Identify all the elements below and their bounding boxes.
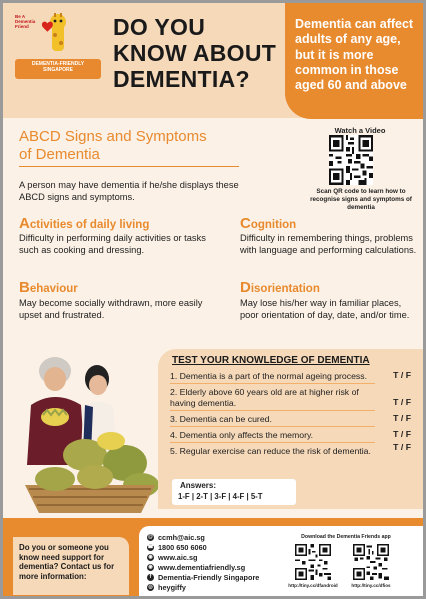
email-icon: @ (148, 533, 153, 540)
age-callout (285, 3, 423, 119)
qr-code-icon (353, 544, 389, 580)
contact-website-df[interactable] (147, 562, 259, 572)
quiz-item (170, 442, 415, 457)
contact-website-aic-text: www.aic.sg (158, 552, 198, 562)
ios-app-link[interactable]: http://tiny.cc/dfios (351, 583, 391, 588)
quiz-panel (158, 349, 423, 509)
qr-code-icon (329, 135, 373, 185)
android-app-link[interactable]: http://tiny.cc/dfandroid (288, 583, 338, 588)
symptom-d-body: May lose his/her way in familiar places, poor orientation of day, date, and/or time. (240, 298, 410, 321)
giraffe-mascot-icon (37, 13, 79, 59)
quiz-item (170, 414, 415, 427)
poster (3, 3, 423, 596)
quiz-true-false: T / F (393, 442, 411, 453)
symptom-b-rest: ehaviour (29, 283, 78, 295)
symptom-a-title (19, 215, 149, 232)
logo-ribbon-text: DEMENTIA-FRIENDLY SINGAPORE (31, 61, 85, 73)
page-title: DO YOU KNOW ABOUT DEMENTIA? (113, 14, 277, 92)
contact-facebook[interactable] (147, 572, 259, 582)
qr-code-icon (295, 544, 331, 580)
web-icon: ◉ (148, 553, 153, 560)
quiz-question: 1. Dementia is a part of the normal ageing process. (170, 371, 368, 381)
contact-instagram-text: heygiffy (158, 582, 186, 592)
video-caption: Scan QR code to learn how to recognise signs and symptoms of dementia (310, 188, 412, 211)
contact-facebook-text: Dementia-Friendly Singapore (158, 572, 260, 582)
section-title: ABCD Signs and Symptoms of Dementia (19, 128, 207, 163)
contact-phone[interactable] (147, 542, 259, 552)
symptom-b-initial: B (19, 279, 30, 296)
quiz-item (170, 430, 415, 443)
app-download-label: Download the Dementia Friends app (301, 534, 391, 540)
symptom-a-rest: ctivities of daily living (29, 219, 150, 231)
answers-label: Answers: (180, 481, 217, 490)
facebook-icon: f (147, 574, 154, 581)
quiz-title: TEST YOUR KNOWLEDGE OF DEMENTIA (172, 355, 370, 366)
video-qr-code[interactable] (329, 135, 373, 185)
quiz-question: 2. Elderly above 60 years old are at higher risk of having dementia. (170, 387, 359, 408)
contact-website-df-text: www.dementiafriendly.sg (158, 562, 246, 572)
answers-box (172, 479, 296, 505)
answers-text: 1-F | 2-T | 3-F | 4-F | 5-T (178, 492, 263, 501)
contact-email[interactable] (147, 532, 259, 542)
quiz-divider (170, 383, 375, 384)
support-box (13, 537, 129, 595)
contact-instagram[interactable] (147, 582, 259, 592)
quiz-item (170, 371, 415, 384)
quiz-question: 5. Regular exercise can reduce the risk of dementia. (170, 446, 371, 457)
grandmother-granddaughter-photo (15, 345, 160, 517)
symptom-c-initial: C (240, 215, 251, 232)
symptom-b-body: May become socially withdrawn, more easily upset and frustrated. (19, 298, 203, 321)
contact-panel (139, 526, 423, 596)
contact-email-text: ccmh@aic.sg (158, 532, 205, 542)
quiz-divider (170, 426, 375, 427)
instagram-icon: ◎ (148, 583, 153, 590)
symptom-a-body: Difficulty in performing daily activities or tasks such as cooking and dressing. (19, 233, 206, 256)
symptom-c-title (240, 215, 296, 232)
symptom-d-title (240, 279, 320, 296)
section-divider (19, 166, 239, 167)
symptom-d-initial: D (240, 279, 251, 296)
footer (3, 518, 423, 596)
ios-app-qr-code[interactable] (353, 544, 389, 580)
quiz-divider (170, 410, 375, 411)
symptom-c-rest: ognition (250, 219, 297, 231)
contact-website-aic[interactable] (147, 552, 259, 562)
support-text: Do you or someone you know need support for dementia? Contact us for more information: (19, 543, 115, 581)
contact-phone-text: 1800 650 6060 (158, 542, 207, 552)
age-callout-text: Dementia can affect adults of any age, but it is more common in those aged 60 and above (295, 17, 414, 92)
web-icon: ◉ (148, 563, 153, 570)
contact-list (147, 532, 259, 592)
video-label: Watch a Video (334, 126, 386, 135)
quiz-divider (170, 442, 375, 443)
durian-family-illustration (15, 345, 160, 517)
symptom-d-rest: isorientation (250, 283, 320, 295)
android-app-qr-code[interactable] (295, 544, 331, 580)
symptom-a-initial: A (19, 215, 30, 232)
logo-tagline: Be A Dementia Friend (15, 14, 36, 29)
quiz-question: 4. Dementia only affects the memory. (170, 430, 314, 441)
quiz-question: 3. Dementia can be cured. (170, 413, 272, 424)
quiz-true-false: T / F (393, 370, 411, 380)
quiz-true-false: T / F (393, 396, 411, 407)
symptom-b-title (19, 279, 78, 296)
quiz-true-false: T / F (393, 412, 411, 423)
phone-icon: ☎ (147, 543, 154, 550)
quiz-list (170, 371, 415, 460)
section-intro: A person may have dementia if he/she displays these ABCD signs and symptoms. (19, 180, 239, 203)
dementia-friendly-logo (15, 13, 101, 95)
quiz-item (170, 387, 415, 411)
symptom-c-body: Difficulty in remembering things, problems with language and performing calculations. (240, 233, 417, 256)
quiz-true-false: T / F (393, 429, 411, 440)
